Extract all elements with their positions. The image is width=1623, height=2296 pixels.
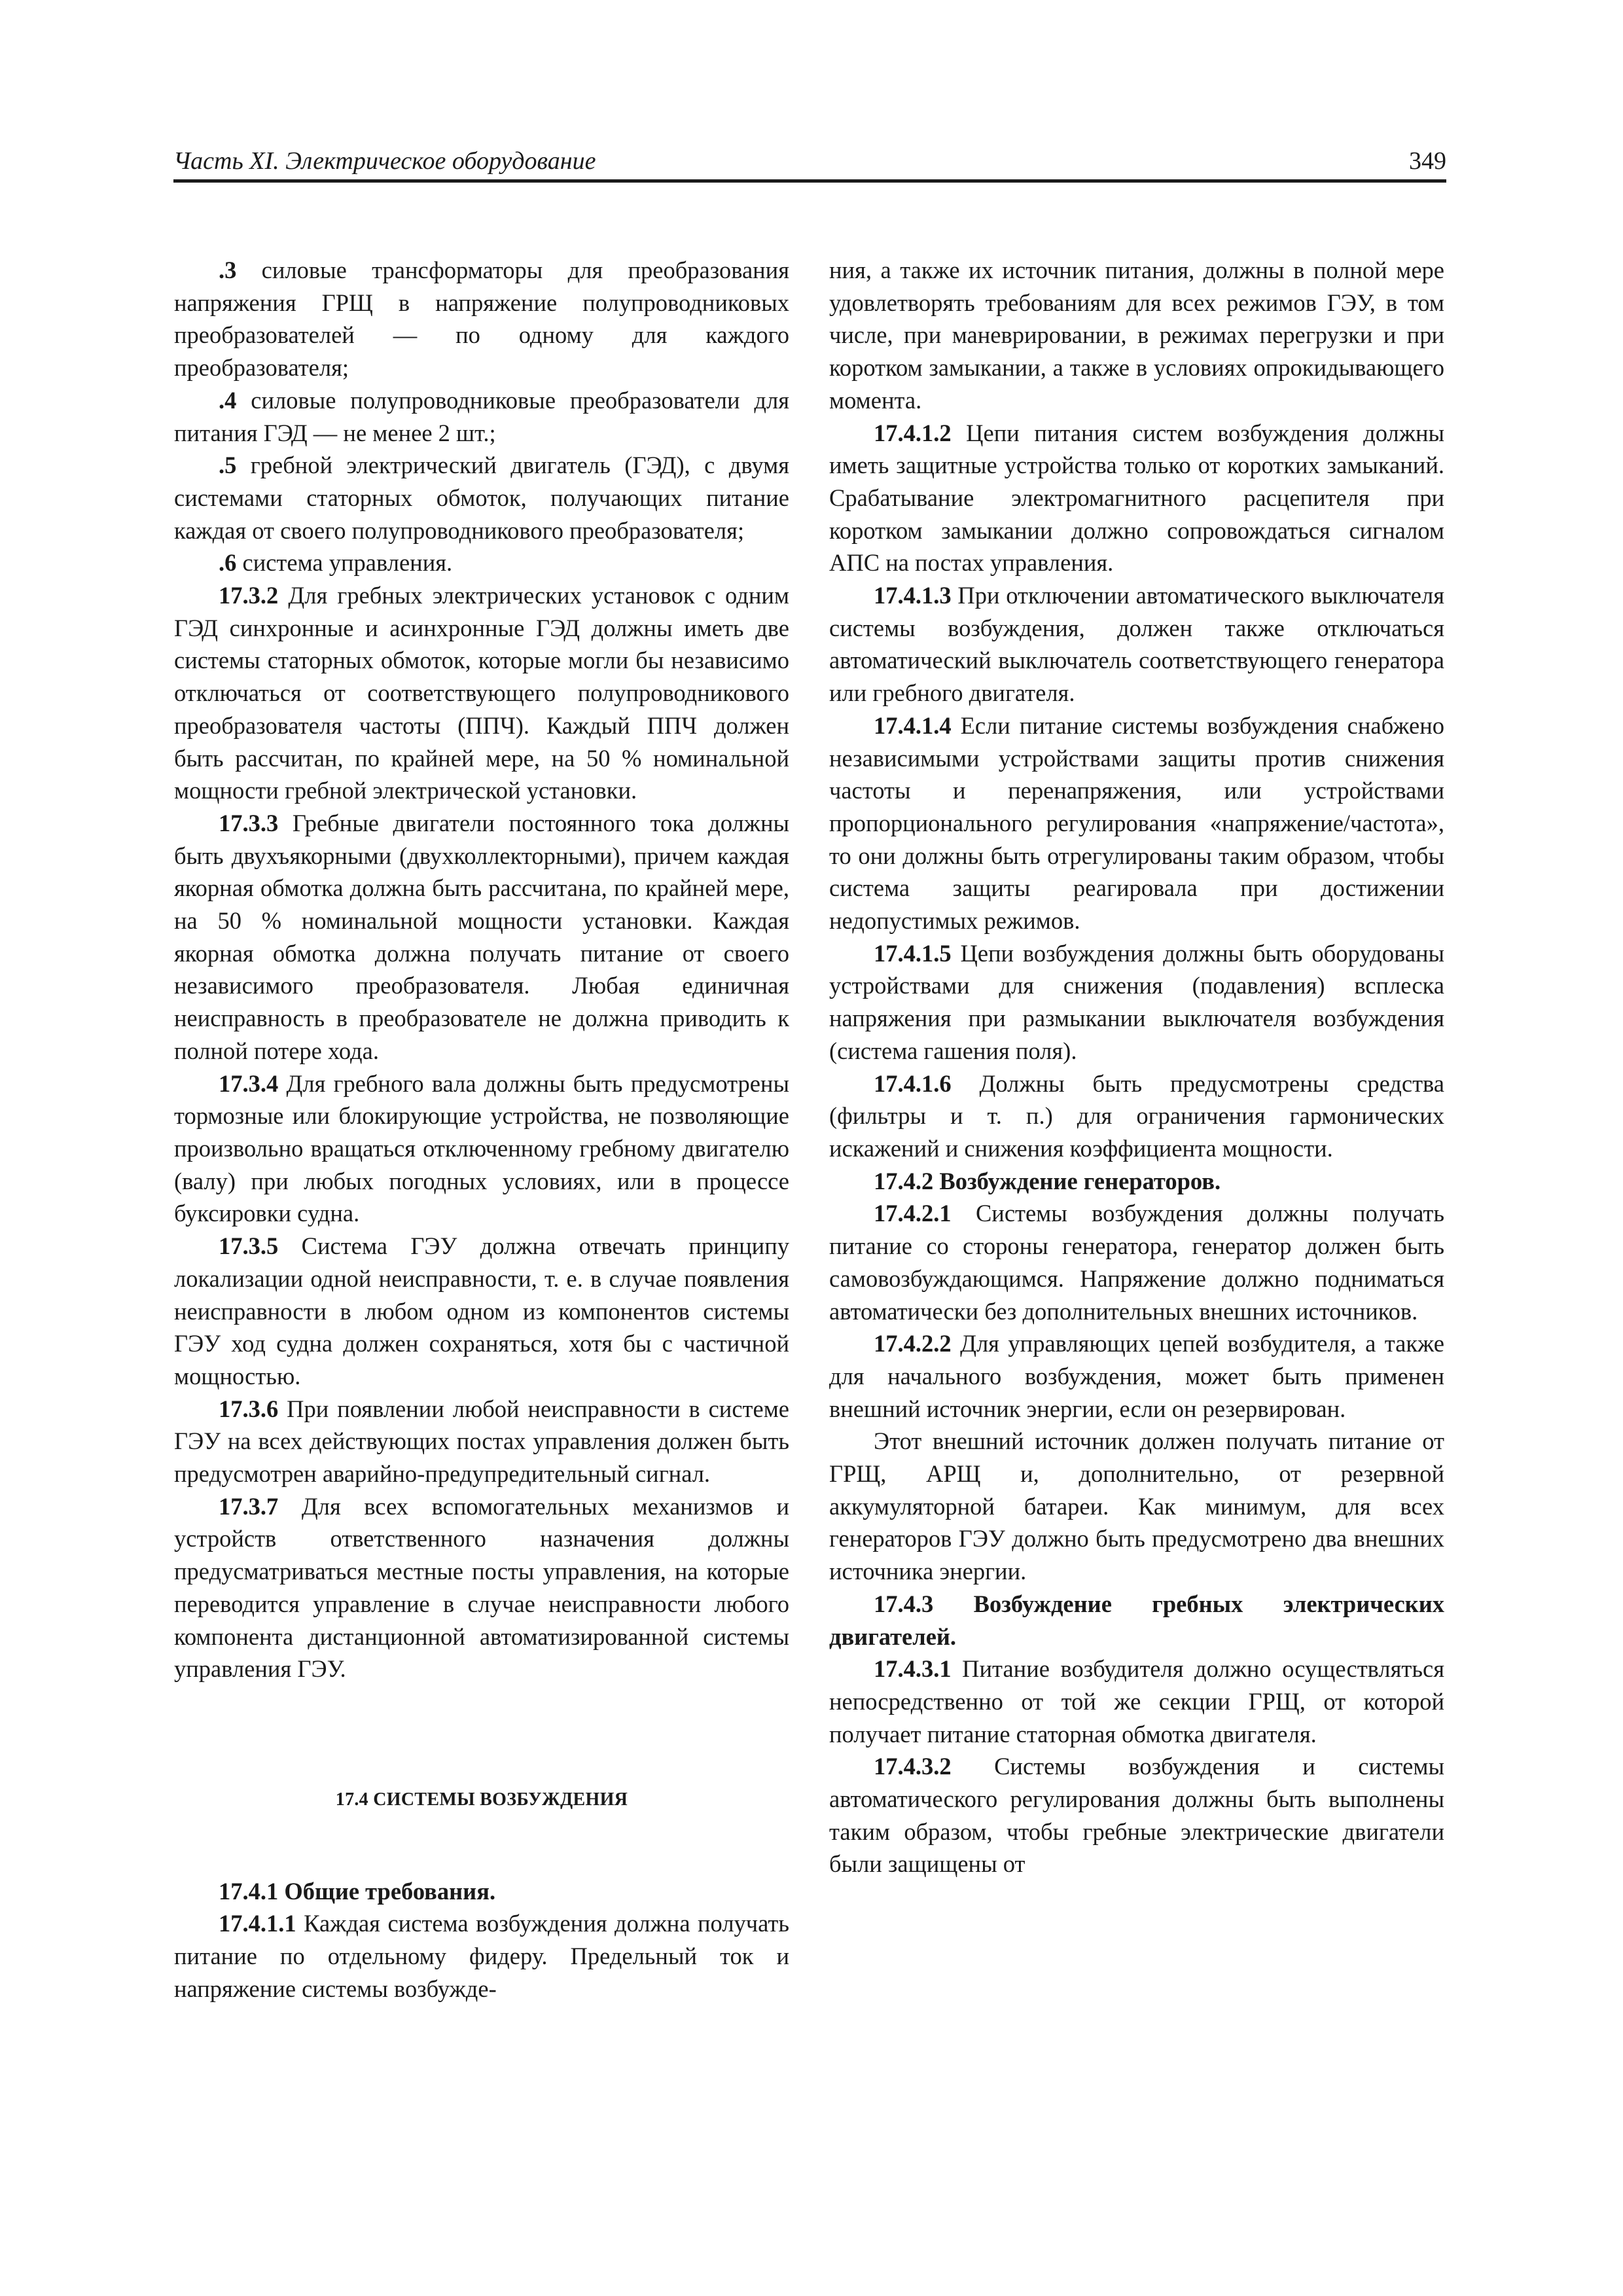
clause-number: 17.3.7 <box>219 1492 279 1520</box>
paragraph-text: Для гребных электрических установок с одним ГЭД синхронные и асинхронные ГЭД должны иметь две системы статорных обмоток, которые могли бы независимо отключаться от соответствующего полупроводникового преобразователя частоты (ППЧ). Каждый ППЧ должен быть рассчитан, по крайней мере, на 50 % номинальной мощности гребной электрической установки. <box>174 582 789 804</box>
list-item-number: .3 <box>219 257 237 283</box>
paragraph: Этот внешний источник должен получать питание от ГРЩ, АРЩ и, дополнительно, от резервной аккумуляторной батареи. Как минимум, для всех генераторов ГЭУ должно быть предусмотрено два внешних источника энергии. <box>829 1427 1444 1585</box>
subsection-heading: 17.4.1 Общие требования. <box>219 1877 496 1905</box>
clause-number: 17.3.2 <box>219 582 279 609</box>
paragraph <box>174 384 789 449</box>
paragraph-text: Система ГЭУ должна отвечать принципу локализации одной неисправности, т. е. в случае появления неисправности в любом одном из компонентов системы ГЭУ ход судна должен сохраняться, хотя бы с частичной мощностью. <box>174 1232 789 1390</box>
paragraph-text: Питание возбудителя должно осуществляться непосредственно от той же секции ГРЩ, от которой получает питание статорная обмотка двигателя. <box>829 1655 1444 1748</box>
paragraph <box>174 579 789 807</box>
paragraph <box>829 1067 1444 1165</box>
paragraph <box>829 1653 1444 1750</box>
paragraph-text: При появлении любой неисправности в системе ГЭУ на всех действующих постах управления должен быть предусмотрен аварийно-предупредительный сигнал. <box>174 1395 789 1488</box>
paragraph-continuation: ния, а также их источник питания, должны в полной мере удовлетворять требованиям для всех режимов ГЭУ, в том числе, при маневрировании, в режимах перегрузки и при коротком замыкании, а также в условиях опрокидывающего момента. <box>829 257 1444 414</box>
paragraph-text: Каждая система возбуждения должна получать питание по отдельному фидеру. Предельный ток и напряжение системы возбужде- <box>174 1910 789 2002</box>
paragraph-text: Для управляющих цепей возбудителя, а также для начального возбуждения, может быть применен внешний источник энергии, если он резервирован. <box>829 1330 1444 1422</box>
list-item-number: .6 <box>219 549 237 577</box>
paragraph <box>174 1230 789 1393</box>
section-heading: 17.4 СИСТЕМЫ ВОЗБУЖДЕНИЯ <box>335 1789 628 1810</box>
paragraph-text: силовые трансформаторы для преобразования напряжения ГРЩ в напряжение полупроводниковых преобразователей — по одному для каждого преобразователя; <box>174 257 789 382</box>
paragraph <box>174 254 789 384</box>
paragraph-text: система управления. <box>236 549 453 577</box>
paragraph <box>829 417 1444 580</box>
paragraph <box>174 1490 789 1685</box>
clause-number: 17.3.6 <box>219 1395 279 1422</box>
paragraph <box>829 1197 1444 1327</box>
list-item-number: .5 <box>219 452 237 479</box>
paragraph-text: силовые полупроводниковые преобразователи для питания ГЭД — не менее 2 шт.; <box>174 386 789 446</box>
clause-number: 17.4.1.5 <box>874 939 952 967</box>
right-column <box>829 254 1444 1880</box>
paragraph <box>174 807 789 1067</box>
paragraph-text: Системы возбуждения и системы автоматического регулирования должны быть выполнены таким образом, чтобы гребные электрические двигатели были защищены от <box>829 1753 1444 1878</box>
clause-number: 17.3.5 <box>219 1232 279 1260</box>
running-title: Часть XI. Электрическое оборудование <box>173 147 596 175</box>
paragraph <box>174 547 789 579</box>
list-item-number: .4 <box>219 386 237 414</box>
paragraph <box>829 937 1444 1067</box>
clause-number: 17.4.1.6 <box>874 1069 952 1097</box>
paragraph-text: При отключении автоматического выключателя системы возбуждения, должен также отключаться автоматический выключатель соответствующего генератора или гребного двигателя. <box>829 582 1444 707</box>
subsection-heading: 17.4.3 Возбуждение гребных электрических двигателей. <box>829 1590 1444 1650</box>
paragraph-text: Гребные двигатели постоянного тока должны быть двухъякорными (двухколлекторными), причем каждая якорная обмотка должна быть рассчитана, по крайней мере, на 50 % номинальной мощности установки. Каждая якорная обмотка должна получать питание от своего независимого преобразователя. Любая единичная неисправность в преобразователе не должна приводить к полной потере хода. <box>174 809 789 1064</box>
clause-number: 17.4.1.3 <box>874 582 952 609</box>
paragraph-text: Должны быть предусмотрены средства (фильтры и т. п.) для ограничения гармонических искажений и снижения коэффициента мощности. <box>829 1069 1444 1162</box>
paragraph <box>829 709 1444 937</box>
paragraph-text: Системы возбуждения должны получать питание со стороны генератора, генератор должен быть самовозбуждающимся. Напряжение должно подниматься автоматически без дополнительных внешних источников. <box>829 1200 1444 1325</box>
paragraph <box>829 1327 1444 1425</box>
paragraph-text: гребной электрический двигатель (ГЭД), с двумя системами статорных обмоток, получающих питание каждая от своего полупроводникового преобразователя; <box>174 452 789 544</box>
clause-number: 17.4.1.1 <box>219 1910 296 1937</box>
paragraph-text: Для гребного вала должны быть предусмотрены тормозные или блокирующие устройства, не позволяющие произвольно вращаться отключенному гребному двигателю (валу) при любых погодных условиях, или в процессе буксировки судна. <box>174 1069 789 1227</box>
clause-number: 17.3.4 <box>219 1069 279 1097</box>
subsection-heading: 17.4.2 Возбуждение генераторов. <box>874 1167 1221 1194</box>
clause-number: 17.4.2.1 <box>874 1200 952 1227</box>
clause-number: 17.4.3.1 <box>874 1655 952 1683</box>
paragraph-text: Цепи питания систем возбуждения должны иметь защитные устройства только от коротких замыканий. Срабатывание электромагнитного расцепителя при коротком замыкании должно сопровождаться сигналом АПС на постах управления. <box>829 419 1444 577</box>
paragraph-text: Цепи возбуждения должны быть оборудованы устройствами для снижения (подавления) всплеска напряжения при размыкании выключателя возбуждения (система гашения поля). <box>829 939 1444 1064</box>
paragraph <box>829 1750 1444 1880</box>
running-header <box>173 137 1446 183</box>
paragraph <box>174 1393 789 1490</box>
paragraph <box>174 1907 789 2005</box>
clause-number: 17.3.3 <box>219 809 279 836</box>
paragraph <box>174 449 789 547</box>
clause-number: 17.4.3.2 <box>874 1753 952 1780</box>
left-column <box>174 254 789 2005</box>
paragraph <box>829 579 1444 709</box>
paragraph <box>174 1067 789 1230</box>
paragraph-text: Для всех вспомогательных механизмов и устройств ответственного назначения должны предусматриваться местные посты управления, на которые переводится управление в случае неисправности любого компонента дистанционной автоматизированной системы управления ГЭУ. <box>174 1492 789 1683</box>
clause-number: 17.4.1.4 <box>874 711 952 739</box>
clause-number: 17.4.1.2 <box>874 419 952 446</box>
clause-number: 17.4.2.2 <box>874 1330 952 1357</box>
page-number: 349 <box>1409 147 1446 175</box>
paragraph-text: Если питание системы возбуждения снабжено независимыми устройствами защиты против снижения частоты и перенапряжения, или устройствами пропорционального регулирования «напряжение/частота», то они должны быть отрегулированы таким образом, чтобы система защиты реагировала при достижении недопустимых режимов. <box>829 711 1444 935</box>
